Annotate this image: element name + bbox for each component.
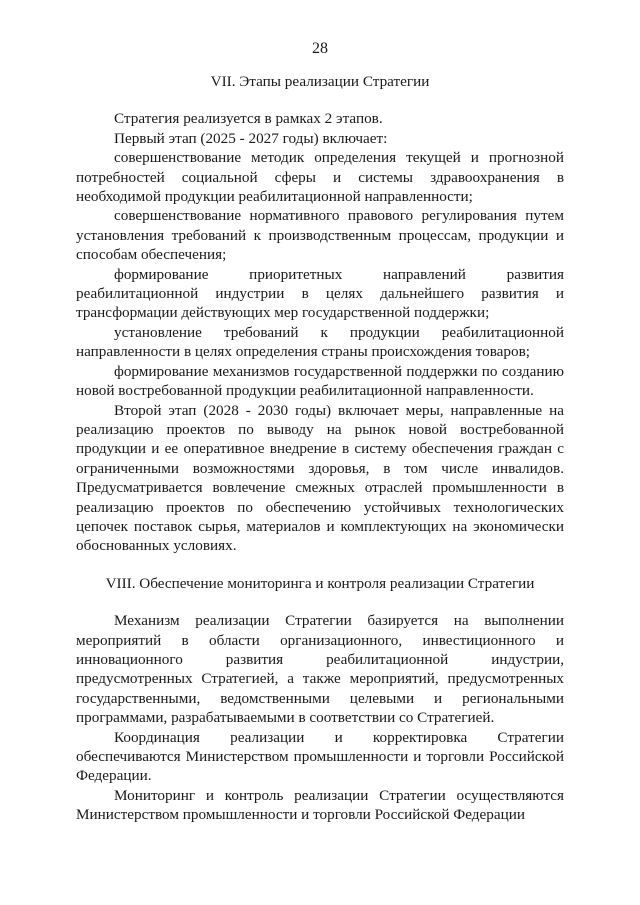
section-7-paragraph: Стратегия реализуется в рамках 2 этапов. bbox=[114, 110, 383, 128]
section-7-paragraph: Второй этап (2028 - 2030 годы) включает меры, направленные на реализацию проектов по выводу на рынок новой востребованной продукции и ее оперативное внедрение в систему обеспечения граждан с ограниченными возможностями здоровья, в том числе инвалидов. Предусматривается вовлечение смежных отраслей промышленности в реализацию проектов по обеспечению устойчивых технологических цепочек поставок сырья, материалов и комплектующих на экономически обоснованных условиях. bbox=[76, 401, 564, 555]
section-8-paragraph: Координация реализации и корректировка Стратегии обеспечиваются Министерством промышленности и торговли Российской Федерации. bbox=[76, 728, 564, 785]
page-number: 28 bbox=[312, 40, 328, 57]
section-7-paragraph: совершенствование нормативного правового регулирования путем установления требований к производственным процессам, продукции и способам обеспечения; bbox=[76, 207, 564, 264]
section-7-paragraph: формирование механизмов государственной поддержки по созданию новой востребованной продукции реабилитационной направленности. bbox=[76, 362, 564, 400]
section-8-title: VIII. Обеспечение мониторинга и контроля реализации Стратегии bbox=[105, 574, 535, 592]
section-8-paragraph: Механизм реализации Стратегии базируется на выполнении мероприятий в области организационного, инвестиционного и инновационного развития реабилитационной индустрии, предусмотренных Стратегией, а также мероприятий, предусмотренных государственными, ведомственными целевыми и региональными программами, разрабатываемыми в соответствии со Стратегией. bbox=[76, 612, 564, 727]
section-8-paragraph: Мониторинг и контроль реализации Стратегии осуществляются Министерством промышленности и торговли Российской Федерации bbox=[76, 786, 564, 824]
page-content bbox=[76, 72, 564, 825]
section-7-title: VII. Этапы реализации Стратегии bbox=[210, 73, 430, 90]
section-7-paragraph: Первый этап (2025 - 2027 годы) включает: bbox=[114, 129, 388, 147]
section-7-paragraph: установление требований к продукции реабилитационной направленности в целях определения страны происхождения товаров; bbox=[76, 323, 564, 361]
section-7-paragraph: совершенствование методик определения текущей и прогнозной потребностей социальной сферы и системы здравоохранения в необходимой продукции реабилитационной направленности; bbox=[76, 149, 564, 206]
section-7-paragraph: формирование приоритетных направлений развития реабилитационной индустрии в целях дальнейшего развития и трансформации действующих мер государственной поддержки; bbox=[76, 265, 564, 322]
